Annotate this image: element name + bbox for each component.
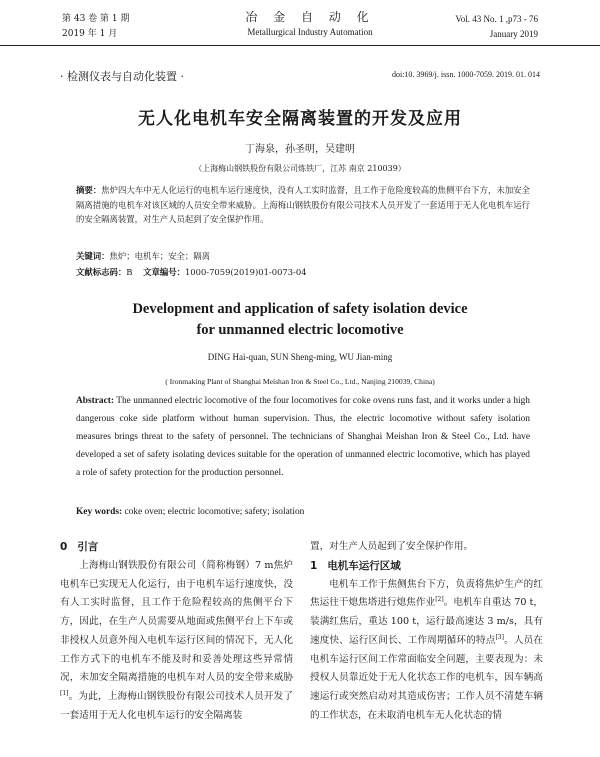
section-0-heading — [60, 538, 293, 557]
affiliation-en: ( Ironmaking Plant of Shanghai Meishan Iron & Steel Co., Ltd., Nanjing 210039, China) — [165, 377, 435, 386]
citation-2: [2] — [435, 596, 444, 604]
body-column-right — [310, 538, 543, 725]
header-left — [62, 12, 129, 42]
section-1-text-b: 。电机车自重达 70 t，装满红焦后，重达 100 t，运行最高速达 3 m/s，具有速度快、运行区间长、工作周期循环的特点 — [310, 597, 543, 646]
date-cn: 2019 年 1 月 — [62, 29, 118, 39]
keywords-en-label: Key words: — [76, 507, 123, 517]
citation-3: [3] — [495, 633, 504, 641]
authors-cn: 丁海泉，孙圣明，吴建明 — [245, 144, 355, 155]
keywords-cn-text: 焦炉；电机车；安全；隔离 — [109, 251, 210, 261]
abstract-cn-text: 焦炉四大车中无人化运行的电机车运行速度快，没有人工实时监督，且工作于危险度较高的焦侧平台下方，未加安全隔离措施的电机车对该区域的人员安全带来威胁。上海梅山钢铁股份有限公司技术人员开发了一套适用于无人化电机车运行的安全隔离装置，对生产人员起到了安全保护作用。 — [76, 185, 531, 225]
section-1-text-a: 电机车工作于焦侧焦台下方，负责将焦炉生产的红焦运往干熄焦塔进行熄焦作业 — [310, 578, 543, 609]
page-header — [0, 0, 600, 46]
abstract-cn — [76, 183, 530, 227]
journal-name-cn: 冶 金 自 动 化 — [245, 10, 375, 24]
header-center — [200, 10, 420, 40]
abstract-cn-label: 摘要： — [76, 185, 102, 195]
section-1-paragraph — [310, 576, 543, 726]
paper-title-cn: 无人化电机车安全隔离装置的开发及应用 — [138, 109, 462, 129]
section-0-paragraph — [60, 557, 293, 725]
doi: doi:10. 3969/j. issn. 1000-7059. 2019. 01. 014 — [391, 70, 540, 79]
section-1-title: 电机车运行区域 — [327, 559, 401, 572]
section-0-text-b: 。为此，上海梅山钢铁股份有限公司技术人员开发了一套适用于无人化电机车运行的安全隔离装 — [60, 690, 293, 721]
article-number-label: 文章编号： — [143, 267, 185, 277]
section-1-text-c: 。人员在电机车运行区间工作常面临安全问题，主要表现为：未授权人员靠近处于无人化状态工作的电机车，因车辆高速运行或突然启动对其造成伤害；工作人员不清楚车辆的工作状态，在未取消电机车无人化状态的情 — [310, 634, 544, 721]
abstract-en — [76, 392, 530, 482]
title-en-line-1: Development and application of safety isolation device — [132, 301, 468, 317]
keywords-cn — [76, 250, 210, 262]
keywords-en — [76, 507, 304, 517]
citation-1: [1] — [60, 689, 69, 697]
article-number-value: 1000-7059(2019)01-0073-04 — [184, 267, 307, 277]
keywords-cn-label: 关键词： — [76, 251, 110, 261]
doc-code-label: 文献标志码： — [76, 267, 127, 277]
section-1-heading — [310, 557, 543, 576]
authors-en: DING Hai-quan, SUN Sheng-ming, WU Jian-ming — [207, 352, 393, 362]
title-en-line-2: for unmanned electric locomotive — [196, 322, 404, 338]
abstract-en-label: Abstract: — [76, 396, 115, 406]
volume-issue-cn: 第 43 卷 第 1 期 — [62, 14, 130, 24]
classification-cn — [76, 266, 307, 278]
body-column-left — [60, 538, 293, 725]
journal-name-en: Metallurgical Industry Automation — [247, 27, 373, 37]
section-0-title: 引言 — [77, 541, 99, 553]
header-right — [455, 12, 538, 42]
paper-title-en — [0, 299, 600, 341]
date-en: January 2019 — [489, 29, 538, 39]
section-1-number: 1 — [310, 559, 318, 572]
section-0-number: 0 — [60, 541, 68, 553]
doc-code-value: B — [126, 267, 133, 277]
section-0-continuation: 置，对生产人员起到了安全保护作用。 — [310, 541, 474, 552]
affiliation-cn: （上海梅山钢铁股份有限公司炼铁厂，江苏 南京 210039） — [194, 164, 406, 173]
keywords-en-text: coke oven; electric locomotive; safety; isolation — [122, 507, 305, 517]
section-0-text-a: 上海梅山钢铁股份有限公司（简称梅钢）7 m焦炉电机车已实现无人化运行，由于电机车运行速度快，没有人工实时监督，且工作于危险程较高的焦侧平台下方，因此，在生产人员需要从地面或焦侧平台上下车或非授权人员意外闯入电机车运行区间的情况下，无人化工作方式下的电机车不能及时和妥善处理这些异常情况，未加安全隔离措施的电机车对人员的安全带来威胁 — [60, 560, 293, 684]
volume-issue-en: Vol. 43 No. 1 ,p73 - 76 — [455, 14, 538, 24]
abstract-en-text: The unmanned electric locomotive of the four locomotives for coke ovens runs fast, and it works under a high dangerous coke side platform without human supervision. Thus, the electric locomotive without safety isolation measures brings threat to the safety of personnel. The technicians of Shanghai Meishan Iron & Steel Co., Ltd. have developed a set of safety isolating devices suitable for the operation of unmanned electric locomotive, which has played a role of safety protection for the production personnel. — [76, 396, 530, 479]
section-tag: · 检测仪表与自动化装置 · — [60, 70, 184, 83]
